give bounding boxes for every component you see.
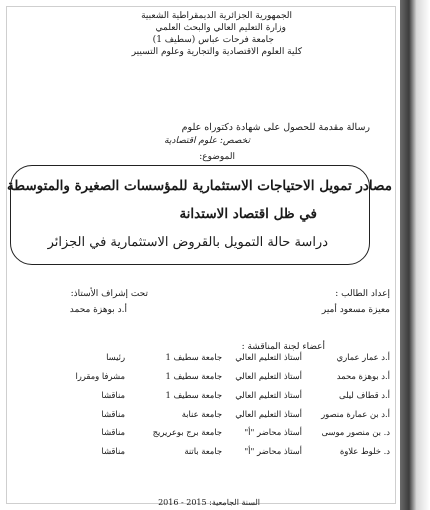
member-name: أ.د عمار عماري	[336, 352, 390, 362]
member-rank: أستاذ التعليم العالي	[235, 409, 302, 419]
scan-edge-shadow	[400, 0, 430, 510]
member-name: أ.د بن عمارة منصور	[321, 409, 390, 419]
university-heading: جامعة فرحات عباس (سطيف 1)	[152, 35, 274, 45]
committee-row	[60, 446, 390, 460]
member-university: جامعة برج بوعريريج	[152, 427, 222, 437]
prepared-by-label: إعداد الطالب :	[335, 289, 390, 299]
member-rank: أستاذ محاضر "أ"	[244, 446, 302, 456]
title-line-2: في ظل اقتصاد الاستدانة	[179, 206, 317, 222]
member-university: جامعة عنابة	[181, 409, 222, 419]
member-name: أ.د قطاف ليلى	[339, 390, 390, 400]
subject-label: الموضوع:	[199, 152, 235, 162]
republic-heading: الجمهورية الجزائرية الديمقراطية الشعبية	[141, 11, 292, 21]
committee-heading: أعضاء لجنة المناقشة :	[241, 342, 325, 352]
member-rank: أستاذ التعليم العالي	[235, 352, 302, 362]
academic-year: السنة الجامعية: 2015 - 2016	[158, 498, 260, 507]
thesis-statement: رسالة مقدمة للحصول على شهادة دكتوراه علوم	[181, 122, 370, 133]
member-name: أ.د بوهزة محمد	[336, 371, 390, 381]
title-line-1: مصادر تمويل الاحتياجات الاستثمارية للمؤسسات الصغيرة والمتوسطة	[7, 178, 392, 194]
committee-row	[60, 390, 390, 404]
committee-row	[60, 352, 390, 366]
committee-row	[60, 409, 390, 423]
supervisor-label: تحت إشراف الأستاذ:	[70, 289, 148, 299]
supervisor-name: أ.د بوهزة محمد	[69, 305, 127, 315]
title-line-3: دراسة حالة التمويل بالقروض الاستثمارية في الجزائر	[47, 235, 328, 250]
member-role: مشرفا ومقررا	[75, 371, 125, 381]
member-university: جامعة باتنة	[184, 446, 222, 456]
member-university: جامعة سطيف 1	[165, 352, 222, 362]
specialization: تخصص: علوم اقتصادية	[164, 136, 250, 146]
student-name: معيزة مسعود أمير	[321, 305, 390, 315]
member-role: مناقشا	[101, 427, 125, 437]
member-name: د. خلوط علاوة	[339, 446, 390, 456]
committee-row	[60, 371, 390, 385]
member-university: جامعة سطيف 1	[165, 390, 222, 400]
committee-row	[60, 427, 390, 441]
member-role: مناقشا	[101, 409, 125, 419]
member-name: د. بن منصور موسى	[321, 427, 390, 437]
ministry-heading: وزارة التعليم العالي والبحث العلمي	[155, 23, 286, 33]
member-role: مناقشا	[101, 390, 125, 400]
member-role: رئيسا	[106, 352, 125, 362]
faculty-heading: كلية العلوم الاقتصادية والتجارية وعلوم التسيير	[131, 47, 302, 57]
member-role: مناقشا	[101, 446, 125, 456]
member-rank: أستاذ محاضر "أ"	[244, 427, 302, 437]
member-rank: أستاذ التعليم العالي	[235, 390, 302, 400]
member-university: جامعة سطيف 1	[165, 371, 222, 381]
member-rank: أستاذ التعليم العالي	[235, 371, 302, 381]
